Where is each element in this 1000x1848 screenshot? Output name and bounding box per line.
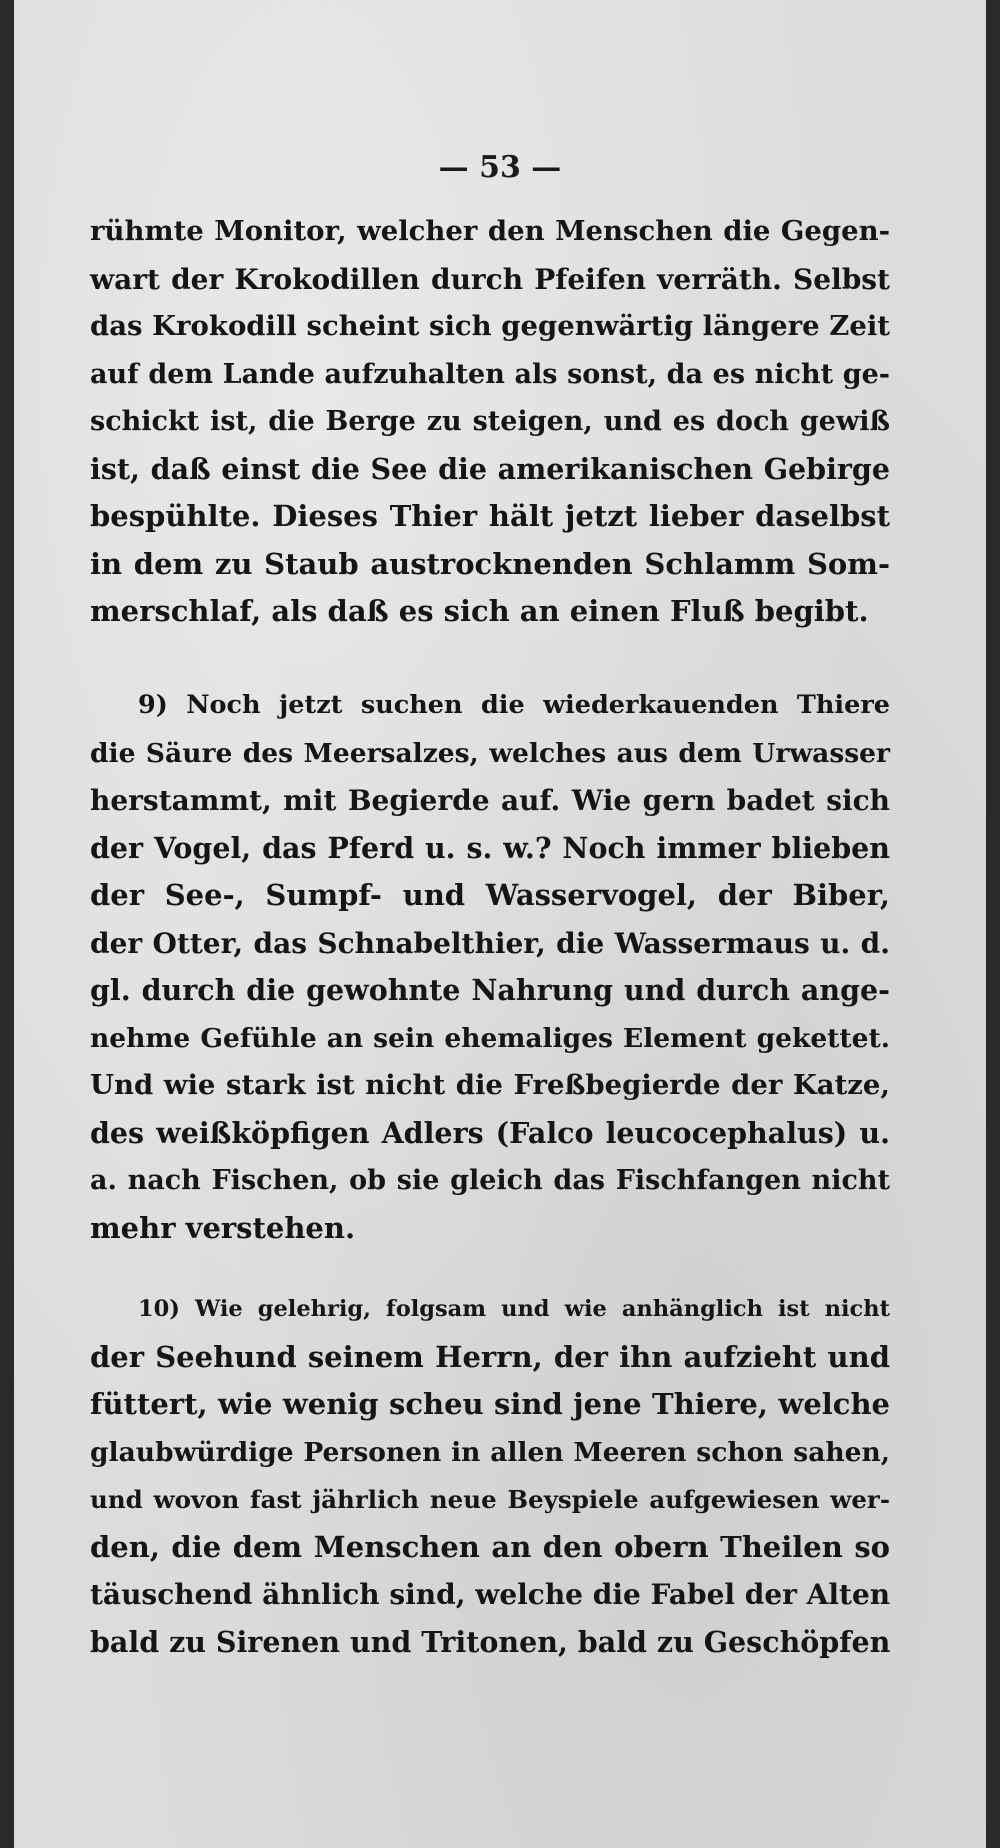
text-line: des weißköpfigen Adlers (Falco leucocephalus) u. bbox=[90, 1115, 890, 1150]
text-line: der Vogel, das Pferd u. s. w.? Noch immer blieben bbox=[90, 830, 890, 865]
text-line: herstammt, mit Begierde auf. Wie gern badet sich bbox=[90, 784, 890, 817]
text-line: mehr verstehen. bbox=[90, 1210, 356, 1245]
paragraph-2 bbox=[90, 682, 890, 1252]
text-line: der Otter, das Schnabelthier, die Wassermaus u. d. bbox=[90, 926, 890, 960]
text-line: auf dem Lande aufzuhalten als sonst, da es nicht ge- bbox=[90, 358, 890, 390]
text-line: gl. durch die gewohnte Nahrung und durch ange- bbox=[90, 973, 890, 1007]
text-line: wart der Krokodillen durch Pfeifen verräth. Selbst bbox=[90, 262, 890, 296]
text-line: bald zu Sirenen und Tritonen, bald zu Geschöpfen bbox=[90, 1624, 891, 1659]
text-line: 10) Wie gelehrig, folgsam und wie anhänglich ist nicht bbox=[138, 1296, 890, 1322]
text-line: in dem zu Staub austrocknenden Schlamm Som- bbox=[90, 546, 890, 581]
text-line: und wovon fast jährlich neue Beyspiele aufgewiesen wer- bbox=[90, 1485, 890, 1514]
text-line: a. nach Fischen, ob sie gleich das Fischfangen nicht bbox=[90, 1165, 890, 1196]
text-line: glaubwürdige Personen in allen Meeren schon sahen, bbox=[90, 1436, 890, 1468]
book-page bbox=[14, 0, 986, 1848]
text-line: ist, daß einst die See die amerikanischen Gebirge bbox=[90, 451, 890, 486]
text-line: füttert, wie wenig scheu sind jene Thiere, welche bbox=[90, 1387, 890, 1421]
text-line: merschlaf, als daß es sich an einen Fluß begibt. bbox=[90, 594, 869, 628]
page-number: — 53 — bbox=[438, 150, 562, 185]
text-line: nehme Gefühle an sein ehemaliges Element gekettet. bbox=[90, 1022, 890, 1054]
text-line: 9) Noch jetzt suchen die wiederkauenden Thiere bbox=[138, 690, 890, 720]
text-line: der See-, Sumpf- und Wasservogel, der Biber, bbox=[90, 878, 890, 912]
paragraph-1 bbox=[90, 208, 890, 636]
text-line: bespühlte. Dieses Thier hält jetzt lieber daselbst bbox=[90, 499, 890, 533]
text-line: Und wie stark ist nicht die Freßbegierde der Katze, bbox=[90, 1069, 890, 1101]
text-line: den, die dem Menschen an den obern Theilen so bbox=[90, 1529, 890, 1564]
text-line: schickt ist, die Berge zu steigen, und es doch gewiß bbox=[90, 406, 890, 437]
paragraph-3 bbox=[90, 1286, 890, 1666]
text-line: täuschend ähnlich sind, welche die Fabel der Alten bbox=[90, 1578, 891, 1611]
text-line: die Säure des Meersalzes, welches aus dem Urwasser bbox=[90, 737, 890, 769]
text-line: das Krokodill scheint sich gegenwärtig längere Zeit bbox=[90, 310, 890, 342]
text-line: rühmte Monitor, welcher den Menschen die Gegen- bbox=[90, 215, 890, 247]
text-line: der Seehund seinem Herrn, der ihn aufzieht und bbox=[90, 1339, 890, 1374]
